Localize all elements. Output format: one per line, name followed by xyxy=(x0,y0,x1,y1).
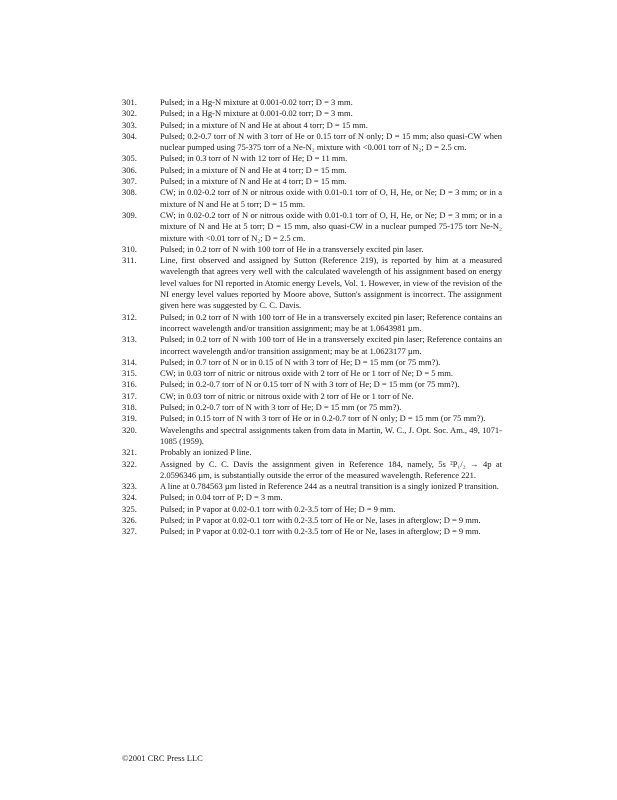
note-item xyxy=(122,368,502,379)
note-text: Assigned by C. C. Davis the assignment given in Reference 184, namely, 5s ²P₁/₂ → 4p at 2.0596346 µm, is substantially outside the error of the measured wavelength. Reference 221. xyxy=(160,458,502,480)
note-number: 314. xyxy=(122,356,137,367)
note-text: Pulsed; in a mixture of N and He at 4 torr; D = 15 mm. xyxy=(160,164,347,175)
note-text: Pulsed; in 0.2 torr of N with 100 torr of He in a transversely excited pin laser. xyxy=(160,243,424,254)
note-number: 315. xyxy=(122,368,137,379)
note-number: 321. xyxy=(122,447,137,458)
note-text: Pulsed; in 0.2-0.7 torr of N with 3 torr of He; D = 15 mm (or 75 mm?). xyxy=(160,402,402,413)
note-text: Pulsed; in 0.15 torr of N with 3 torr of He or in 0.2-0.7 torr of N only; D = 15 mm (or 75 mm?). xyxy=(160,413,486,424)
note-number: 310. xyxy=(122,243,137,254)
note-item xyxy=(122,402,502,413)
note-item xyxy=(122,153,502,164)
note-text: Pulsed; in P vapor at 0.02-0.1 torr with 0.2-3.5 torr of He; D = 9 mm. xyxy=(160,503,396,514)
note-item xyxy=(122,120,502,131)
note-item xyxy=(122,459,502,482)
note-text: Pulsed; in 0.04 torr of P; D = 3 mm. xyxy=(160,492,283,503)
note-number: 307. xyxy=(122,176,137,187)
note-number: 301. xyxy=(122,97,137,107)
note-item xyxy=(122,255,502,311)
note-text: CW; in 0.02-0.2 torr of N or nitrous oxide with 0.01-0.1 torr of O, H, He, or Ne; D = 3 mm; or in a mixture of N and He at 5 torr; D = 15 mm, also quasi-CW in a nuclear pumped 75-175 torr Ne-N₂ mixture with <0.01 torr of N₂; D = 2.5 cm. xyxy=(160,209,502,243)
note-text: Wavelengths and spectral assignments taken from data in Martin, W. C., J. Opt. Soc. Am., 49, 1071-1085 (1959). xyxy=(160,424,502,446)
note-text: Line, first observed and assigned by Sutton (Reference 219), is reported by him at a measured wavelength that agrees very well with the calculated wavelength of his assignment based on energy level values for NI reported in Atomic energy Levels, Vol. 1. However, in view of the revision of the NI energy level values reported by Moore above, Sutton's assignment is incorrect. The assignment given here was suggested by C. C. Davis. xyxy=(160,255,502,311)
note-number: 327. xyxy=(122,526,137,537)
note-number: 311. xyxy=(122,255,137,266)
note-item xyxy=(122,131,502,154)
note-item xyxy=(122,244,502,255)
note-item xyxy=(122,413,502,424)
note-number: 309. xyxy=(122,209,137,220)
note-item xyxy=(122,504,502,515)
note-text: Pulsed; in a mixture of N and He at 4 torr; D = 15 mm. xyxy=(160,176,347,187)
note-text: Probably an ionized P line. xyxy=(160,447,252,458)
note-number: 320. xyxy=(122,424,137,435)
note-item xyxy=(122,391,502,402)
copyright-footer: ©2001 CRC Press LLC xyxy=(122,753,203,763)
note-item xyxy=(122,425,502,448)
note-number: 326. xyxy=(122,514,137,525)
note-text: Pulsed; in 0.7 torr of N or in 0.15 of N with 3 torr of He; D = 15 mm (or 75 mm?). xyxy=(160,356,441,367)
note-number: 323. xyxy=(122,481,137,492)
note-number: 308. xyxy=(122,187,137,198)
note-item xyxy=(122,492,502,503)
note-text: Pulsed; in 0.2-0.7 torr of N or 0.15 torr of N with 3 torr of He; D = 15 mm (or 75 mm?). xyxy=(160,379,460,390)
note-text: Pulsed; in P vapor at 0.02-0.1 torr with 0.2-3.5 torr of He or Ne, lases in afterglow; D = 9 mm. xyxy=(160,514,481,525)
note-text: CW; in 0.03 torr of nitric or nitrous oxide with 2 torr of He or 1 torr of Ne; D = 5 mm. xyxy=(160,368,453,379)
note-text: CW; in 0.03 torr of nitric or nitrous oxide with 2 torr of He or 1 torr of Ne. xyxy=(160,390,414,401)
note-item xyxy=(122,108,502,119)
note-item xyxy=(122,357,502,368)
note-number: 302. xyxy=(122,108,137,119)
note-item xyxy=(122,447,502,458)
note-item xyxy=(122,334,502,357)
note-text: Pulsed; 0.2-0.7 torr of N with 3 torr of He or 0.15 torr of N only; D = 15 mm; also quasi-CW when nuclear pumped using 75-375 torr of a Ne-N₂ mixture with <0.001 torr of N₂; D = 2.5 cm. xyxy=(160,130,502,153)
note-text: Pulsed; in P vapor at 0.02-0.1 torr with 0.2-3.5 torr of He or Ne, lases in afterglow; D = 9 mm. xyxy=(160,526,481,537)
note-number: 316. xyxy=(122,379,137,390)
note-item xyxy=(122,97,502,108)
note-number: 306. xyxy=(122,164,137,175)
note-item xyxy=(122,210,502,244)
note-item xyxy=(122,526,502,537)
note-item xyxy=(122,481,502,492)
note-item xyxy=(122,515,502,526)
note-text: A line at 0.784563 µm listed in Reference 244 as a neutral transition is a singly ionized P transition. xyxy=(160,481,499,492)
notes-list xyxy=(122,97,502,538)
note-number: 303. xyxy=(122,119,137,130)
note-number: 325. xyxy=(122,503,137,514)
note-number: 312. xyxy=(122,311,137,322)
note-number: 322. xyxy=(122,458,137,469)
note-number: 318. xyxy=(122,402,137,413)
note-text: CW; in 0.02-0.2 torr of N or nitrous oxide with 0.01-0.1 torr of O, H, He, or Ne; D = 3 mm; or in a mixture of N and He at 5 torr; D = 15 mm. xyxy=(160,187,502,209)
note-item xyxy=(122,176,502,187)
note-text: Pulsed; in a mixture of N and He at about 4 torr; D = 15 mm. xyxy=(160,119,368,130)
note-text: Pulsed; in 0.2 torr of N with 100 torr of He in a transversely excited pin laser; Reference contains an incorrect wavelength and/or transition assignment; may be at 1.0643981 µm. xyxy=(160,311,502,333)
note-text: Pulsed; in 0.2 torr of N with 100 torr of He in a transversely excited pin laser; Reference contains an incorrect wavelength and/or transition assignment; may be at 1.0623177 µm. xyxy=(160,334,502,356)
note-number: 313. xyxy=(122,334,137,345)
note-text: Pulsed; in 0.3 torr of N with 12 torr of He; D = 11 mm. xyxy=(160,153,348,164)
note-item xyxy=(122,379,502,390)
note-number: 317. xyxy=(122,390,137,401)
note-text: Pulsed; in a Hg-N mixture at 0.001-0.02 torr; D = 3 mm. xyxy=(160,108,353,119)
note-number: 305. xyxy=(122,153,137,164)
note-item xyxy=(122,165,502,176)
note-number: 324. xyxy=(122,492,137,503)
note-number: 319. xyxy=(122,413,137,424)
note-number: 304. xyxy=(122,130,137,141)
note-item xyxy=(122,312,502,335)
note-item xyxy=(122,187,502,210)
note-text: Pulsed; in a Hg-N mixture at 0.001-0.02 torr; D = 3 mm. xyxy=(160,97,353,107)
